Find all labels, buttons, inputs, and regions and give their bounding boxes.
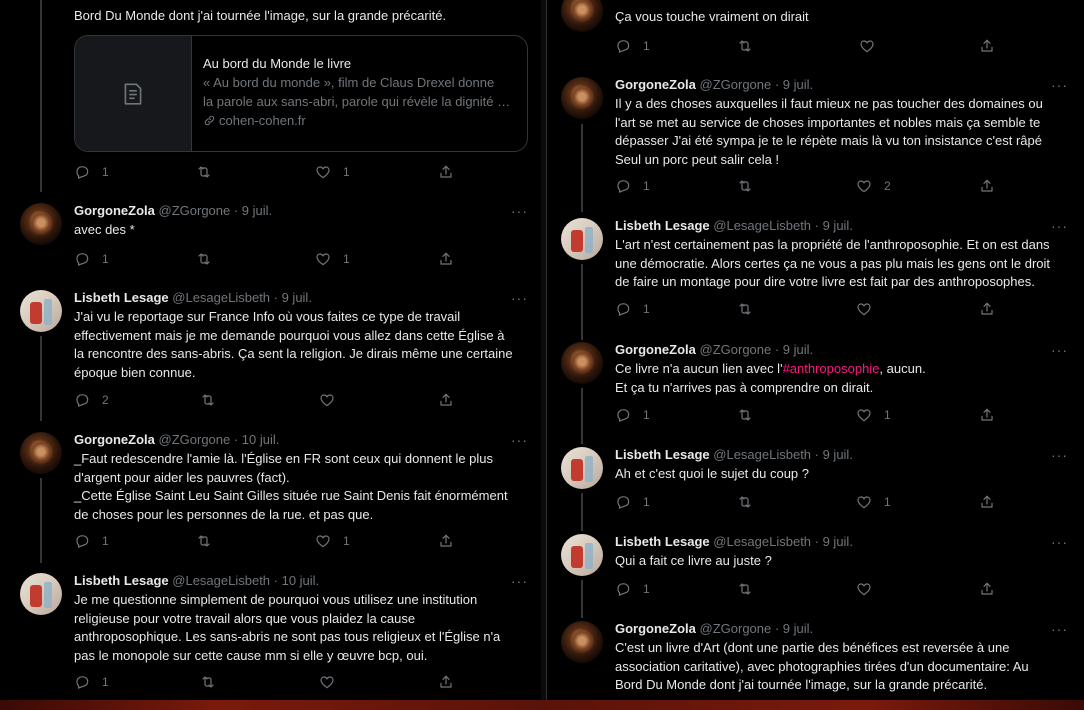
share-button[interactable] bbox=[979, 494, 995, 510]
heart-icon bbox=[319, 392, 335, 408]
tweet-text-line: Qui a fait ce livre au juste ? bbox=[615, 553, 772, 568]
heart-icon bbox=[319, 674, 335, 690]
tweet-text bbox=[74, 591, 536, 665]
tweet-text-line: anthroposophique. Les sans-abris ne sont pas tous religieux et l'Église n'a bbox=[74, 629, 501, 644]
card-description: « Au bord du monde », film de Claus Drexel donne bbox=[203, 75, 495, 90]
share-button[interactable] bbox=[979, 407, 995, 423]
like-button[interactable] bbox=[319, 392, 347, 408]
author-name[interactable]: GorgoneZola bbox=[615, 342, 696, 357]
avatar[interactable] bbox=[561, 621, 603, 663]
reply-count: 1 bbox=[102, 252, 109, 266]
reply-button[interactable] bbox=[74, 533, 109, 549]
card-description: la parole aux sans-abri, parole qui révèle la dignité … bbox=[203, 94, 511, 109]
retweet-button[interactable] bbox=[737, 494, 765, 510]
tweet-header bbox=[615, 534, 853, 550]
heart-icon bbox=[856, 581, 872, 597]
tweet-header bbox=[615, 342, 813, 358]
like-button[interactable] bbox=[319, 674, 347, 690]
reply-count: 1 bbox=[102, 165, 109, 179]
document-icon bbox=[120, 81, 146, 107]
tweet[interactable] bbox=[547, 74, 1083, 209]
tweet-text-line: pas le monopole sur cette cause mm si elle y œuvre bcp, oui. bbox=[74, 647, 428, 663]
reply-count: 1 bbox=[643, 39, 650, 53]
retweet-button[interactable] bbox=[737, 38, 765, 54]
heart-icon bbox=[856, 178, 872, 194]
tweet-text-line: religieuse pour votre travail alors que vous plaidez la cause bbox=[74, 610, 416, 626]
tweet-text-line: Il y a des choses auxquelles il faut mieux ne pas toucher des domaines ou bbox=[615, 96, 1043, 111]
author-name[interactable]: Lisbeth Lesage bbox=[615, 218, 710, 233]
tweet-text-line: de choses pour les personnes de la rue. et pas que. bbox=[74, 506, 374, 522]
like-count: 1 bbox=[343, 534, 350, 548]
tweet-text-line: la rencontre des sans-abris. Ça sent la religion. Je dirais même une certaine bbox=[74, 346, 513, 361]
tweet[interactable] bbox=[547, 618, 1083, 700]
author-handle[interactable]: @LesageLisbeth · 9 juil. bbox=[713, 218, 853, 233]
more-icon[interactable]: ··· bbox=[511, 573, 528, 589]
author-handle[interactable]: @ZGorgone · 9 juil. bbox=[699, 77, 814, 92]
tweet-actions bbox=[74, 251, 526, 267]
tweet-actions bbox=[615, 301, 1067, 317]
share-icon bbox=[438, 392, 454, 408]
reply-count: 1 bbox=[102, 675, 109, 689]
share-icon bbox=[438, 533, 454, 549]
retweet-icon bbox=[200, 674, 216, 690]
heart-icon bbox=[856, 494, 872, 510]
tweet-text-line: effectivement mais je me demande pourquoi vous allez dans cette Église à bbox=[74, 327, 505, 343]
reply-button[interactable] bbox=[74, 164, 109, 180]
reply-icon bbox=[74, 392, 90, 408]
reply-icon bbox=[615, 581, 631, 597]
heart-icon bbox=[315, 164, 331, 180]
more-icon[interactable]: ··· bbox=[1051, 77, 1068, 93]
reply-button[interactable] bbox=[615, 494, 650, 510]
retweet-button[interactable] bbox=[737, 407, 765, 423]
tweet[interactable] bbox=[547, 339, 1083, 437]
tweet-text-line: association caritative), avec photographies tirées d'un documentaire: Au bbox=[615, 658, 1029, 674]
avatar[interactable] bbox=[20, 432, 62, 474]
reply-button[interactable] bbox=[615, 38, 650, 54]
reply-button[interactable] bbox=[615, 407, 650, 423]
author-name[interactable]: GorgoneZola bbox=[74, 432, 155, 447]
retweet-icon bbox=[196, 533, 212, 549]
like-button[interactable] bbox=[856, 407, 891, 423]
author-name[interactable]: GorgoneZola bbox=[615, 77, 696, 92]
reply-button[interactable] bbox=[615, 178, 650, 194]
avatar[interactable] bbox=[561, 218, 603, 260]
share-button[interactable] bbox=[438, 251, 454, 267]
author-handle[interactable]: @LesageLisbeth · 10 juil. bbox=[172, 573, 320, 588]
reply-button[interactable] bbox=[615, 581, 650, 597]
share-icon bbox=[438, 674, 454, 690]
avatar[interactable] bbox=[561, 342, 603, 384]
share-icon bbox=[979, 581, 995, 597]
more-icon[interactable]: ··· bbox=[1051, 218, 1068, 234]
tweet-text-line: Je me questionne simplement de pourquoi vous utilisez une institution bbox=[74, 592, 478, 607]
share-button[interactable] bbox=[979, 581, 995, 597]
share-button[interactable] bbox=[438, 674, 454, 690]
share-button[interactable] bbox=[979, 301, 995, 317]
avatar[interactable] bbox=[561, 77, 603, 119]
heart-icon bbox=[315, 251, 331, 267]
retweet-icon bbox=[196, 251, 212, 267]
author-handle[interactable]: @LesageLisbeth · 9 juil. bbox=[713, 534, 853, 549]
share-button[interactable] bbox=[979, 38, 995, 54]
share-icon bbox=[438, 251, 454, 267]
reply-icon bbox=[74, 164, 90, 180]
share-icon bbox=[979, 38, 995, 54]
share-icon bbox=[979, 178, 995, 194]
retweet-icon bbox=[737, 178, 753, 194]
tweet-text-line: époque bien connue. bbox=[74, 364, 196, 380]
heart-icon bbox=[859, 38, 875, 54]
author-handle[interactable]: @ZGorgone · 10 juil. bbox=[158, 432, 280, 447]
tweet-text-line: Et ça tu n'arrives pas à comprendre on dirait. bbox=[615, 379, 874, 395]
author-handle[interactable]: @LesageLisbeth · 9 juil. bbox=[713, 447, 853, 462]
like-count: 1 bbox=[343, 165, 350, 179]
reply-icon bbox=[74, 533, 90, 549]
reply-icon bbox=[74, 251, 90, 267]
retweet-icon bbox=[737, 581, 753, 597]
retweet-icon bbox=[737, 301, 753, 317]
tweet-text-line: C'est un livre d'Art (dont une partie des bénéfices est reversée à une bbox=[615, 640, 1010, 655]
heart-icon bbox=[315, 533, 331, 549]
like-count: 1 bbox=[884, 495, 891, 509]
author-handle[interactable]: @LesageLisbeth · 9 juil. bbox=[172, 290, 312, 305]
tweet-text-line bbox=[615, 360, 1077, 379]
share-button[interactable] bbox=[438, 164, 454, 180]
tweet[interactable] bbox=[547, 531, 1083, 611]
tweet[interactable] bbox=[547, 444, 1083, 524]
retweet-button[interactable] bbox=[737, 581, 765, 597]
like-count: 2 bbox=[884, 179, 891, 193]
desktop-background-strip bbox=[0, 700, 1084, 710]
like-button[interactable] bbox=[856, 301, 884, 317]
avatar[interactable] bbox=[20, 290, 62, 332]
tweet-text-line: dépasser J'ai été sympa je te le répète mais là vu ton insistance c'est râpé bbox=[615, 133, 1042, 148]
tweet-text-line: _Faut redescendre l'amie là. l'Église en FR sont ceux qui donnent le plus bbox=[74, 451, 494, 466]
more-icon[interactable]: ··· bbox=[1051, 534, 1068, 550]
tweet-actions bbox=[615, 38, 1067, 54]
author-name[interactable]: Lisbeth Lesage bbox=[615, 447, 710, 462]
text-segment: , aucun. bbox=[879, 361, 926, 376]
reply-count: 1 bbox=[643, 582, 650, 596]
thread-line bbox=[40, 0, 42, 192]
reply-count: 1 bbox=[643, 408, 650, 422]
retweet-button[interactable] bbox=[196, 533, 224, 549]
tweet[interactable] bbox=[547, 215, 1083, 333]
avatar[interactable] bbox=[20, 203, 62, 245]
tweet-header bbox=[74, 203, 272, 219]
reply-icon bbox=[615, 301, 631, 317]
tweet-text bbox=[615, 236, 1079, 292]
tweet-text bbox=[615, 465, 1077, 484]
share-icon bbox=[438, 164, 454, 180]
tweet-text bbox=[615, 95, 1077, 169]
tweet-header bbox=[74, 290, 312, 306]
reply-icon bbox=[615, 178, 631, 194]
like-button[interactable] bbox=[856, 178, 891, 194]
like-button[interactable] bbox=[315, 164, 350, 180]
reply-count: 1 bbox=[643, 495, 650, 509]
tweet-text bbox=[74, 221, 534, 240]
link-icon bbox=[203, 114, 216, 127]
author-handle[interactable]: @ZGorgone · 9 juil. bbox=[158, 203, 273, 218]
share-button[interactable] bbox=[438, 533, 454, 549]
card-title: Au bord du Monde le livre bbox=[203, 56, 352, 71]
avatar[interactable] bbox=[561, 0, 603, 32]
hashtag-link[interactable]: #anthroposophie bbox=[782, 361, 880, 376]
tweet-actions bbox=[615, 407, 1067, 423]
reply-icon bbox=[74, 674, 90, 690]
tweet-header bbox=[615, 77, 813, 93]
tweet-actions bbox=[615, 494, 1067, 510]
retweet-button[interactable] bbox=[196, 164, 224, 180]
tweet-text: Ça vous touche vraiment on dirait bbox=[615, 9, 809, 24]
tweet-actions bbox=[74, 164, 526, 180]
retweet-icon bbox=[737, 494, 753, 510]
like-button[interactable] bbox=[856, 581, 884, 597]
avatar[interactable] bbox=[20, 573, 62, 615]
tweet-actions bbox=[74, 533, 526, 549]
retweet-button[interactable] bbox=[200, 674, 228, 690]
tweet-header bbox=[615, 621, 813, 637]
more-icon[interactable]: ··· bbox=[1051, 342, 1068, 358]
share-button[interactable] bbox=[438, 392, 454, 408]
text-segment: Ce livre n'a aucun lien avec l' bbox=[615, 361, 783, 376]
reply-button[interactable] bbox=[74, 251, 109, 267]
tweet-text bbox=[615, 639, 1077, 695]
retweet-button[interactable] bbox=[200, 392, 228, 408]
author-name[interactable]: GorgoneZola bbox=[74, 203, 155, 218]
reply-count: 1 bbox=[643, 179, 650, 193]
more-icon[interactable]: ··· bbox=[511, 203, 528, 219]
reply-button[interactable] bbox=[615, 301, 650, 317]
share-icon bbox=[979, 301, 995, 317]
author-name[interactable]: Lisbeth Lesage bbox=[74, 290, 169, 305]
left-thread-column[interactable] bbox=[0, 0, 541, 700]
heart-icon bbox=[856, 407, 872, 423]
tweet-text bbox=[74, 308, 536, 382]
tweet-text bbox=[615, 360, 1077, 397]
tweet-text-line: Seul un porc peut salir cela ! bbox=[615, 151, 780, 167]
more-icon[interactable]: ··· bbox=[1051, 447, 1068, 463]
tweet-text-line: _Cette Église Saint Leu Saint Gilles située rue Saint Denis fait énormément bbox=[74, 488, 508, 503]
author-name[interactable]: Lisbeth Lesage bbox=[74, 573, 169, 588]
tweet-actions bbox=[615, 581, 1067, 597]
more-icon[interactable]: ··· bbox=[511, 432, 528, 448]
reply-icon bbox=[615, 407, 631, 423]
author-name[interactable]: GorgoneZola bbox=[615, 621, 696, 636]
tweet-header bbox=[74, 573, 319, 589]
retweet-icon bbox=[737, 38, 753, 54]
reply-count: 1 bbox=[102, 534, 109, 548]
tweet[interactable] bbox=[0, 429, 541, 564]
tweet[interactable] bbox=[0, 570, 541, 700]
like-count: 1 bbox=[884, 408, 891, 422]
card-domain bbox=[203, 111, 517, 130]
retweet-icon bbox=[737, 407, 753, 423]
reply-count: 2 bbox=[102, 393, 109, 407]
tweet-header bbox=[615, 218, 853, 234]
tweet-text-line: Bord Du Monde dont j'ai tournée l'image, sur la grande précarité. bbox=[615, 677, 988, 692]
retweet-icon bbox=[196, 164, 212, 180]
reply-icon bbox=[615, 38, 631, 54]
share-icon bbox=[979, 407, 995, 423]
reply-count: 1 bbox=[643, 302, 650, 316]
avatar[interactable] bbox=[561, 534, 603, 576]
tweet-header bbox=[74, 432, 279, 448]
tweet-text-line: l'art se met au service de choses importantes et nobles mais ça semble te bbox=[615, 114, 1041, 130]
like-button[interactable] bbox=[315, 251, 350, 267]
like-button[interactable] bbox=[856, 494, 891, 510]
tweet-text-line: de faire un montage pour dire votre livre est fait par des anthroposophes. bbox=[615, 274, 1035, 289]
more-icon[interactable]: ··· bbox=[511, 290, 528, 306]
like-button[interactable] bbox=[859, 38, 887, 54]
tweet-text-line: une démocratie. Alors certes ça ne vous a pas plu mais les gens ont le droit bbox=[615, 255, 1051, 271]
tweet-text-line: d'argent pour aider les pauvres (fact). bbox=[74, 469, 290, 485]
reply-icon bbox=[615, 494, 631, 510]
tweet-header bbox=[615, 447, 853, 463]
share-button[interactable] bbox=[979, 178, 995, 194]
card-thumbnail bbox=[75, 36, 192, 151]
reply-button[interactable] bbox=[74, 392, 109, 408]
retweet-icon bbox=[200, 392, 216, 408]
heart-icon bbox=[856, 301, 872, 317]
tweet-text bbox=[615, 552, 1077, 571]
like-count: 1 bbox=[343, 252, 350, 266]
reply-button[interactable] bbox=[74, 674, 109, 690]
tweet-text-line: Ah et c'est quoi le sujet du coup ? bbox=[615, 466, 809, 481]
like-button[interactable] bbox=[315, 533, 350, 549]
retweet-button[interactable] bbox=[196, 251, 224, 267]
author-handle[interactable]: @ZGorgone · 9 juil. bbox=[699, 621, 814, 636]
tweet-actions bbox=[74, 392, 526, 408]
card-domain-text: cohen-cohen.fr bbox=[219, 113, 306, 128]
tweet-text bbox=[74, 450, 536, 524]
author-name[interactable]: Lisbeth Lesage bbox=[615, 534, 710, 549]
tweet[interactable] bbox=[0, 200, 541, 280]
share-icon bbox=[979, 494, 995, 510]
author-handle[interactable]: @ZGorgone · 9 juil. bbox=[699, 342, 814, 357]
more-icon[interactable]: ··· bbox=[1051, 621, 1068, 637]
retweet-button[interactable] bbox=[737, 178, 765, 194]
retweet-button[interactable] bbox=[737, 301, 765, 317]
tweet-text-line: avec des * bbox=[74, 222, 135, 237]
tweet-actions bbox=[74, 674, 526, 690]
avatar[interactable] bbox=[561, 447, 603, 489]
tweet-text-line: L'art n'est certainement pas la propriété de l'anthroposophie. Et on est dans bbox=[615, 237, 1050, 252]
link-card[interactable] bbox=[74, 35, 528, 152]
tweet-text: Bord Du Monde dont j'ai tournée l'image, sur la grande précarité. bbox=[74, 8, 447, 23]
tweet[interactable] bbox=[0, 287, 541, 422]
right-thread-column[interactable] bbox=[546, 0, 1083, 700]
tweet-text-line: J'ai vu le reportage sur France Info où vous faites ce type de travail bbox=[74, 309, 461, 324]
tweet-actions bbox=[615, 178, 1067, 194]
